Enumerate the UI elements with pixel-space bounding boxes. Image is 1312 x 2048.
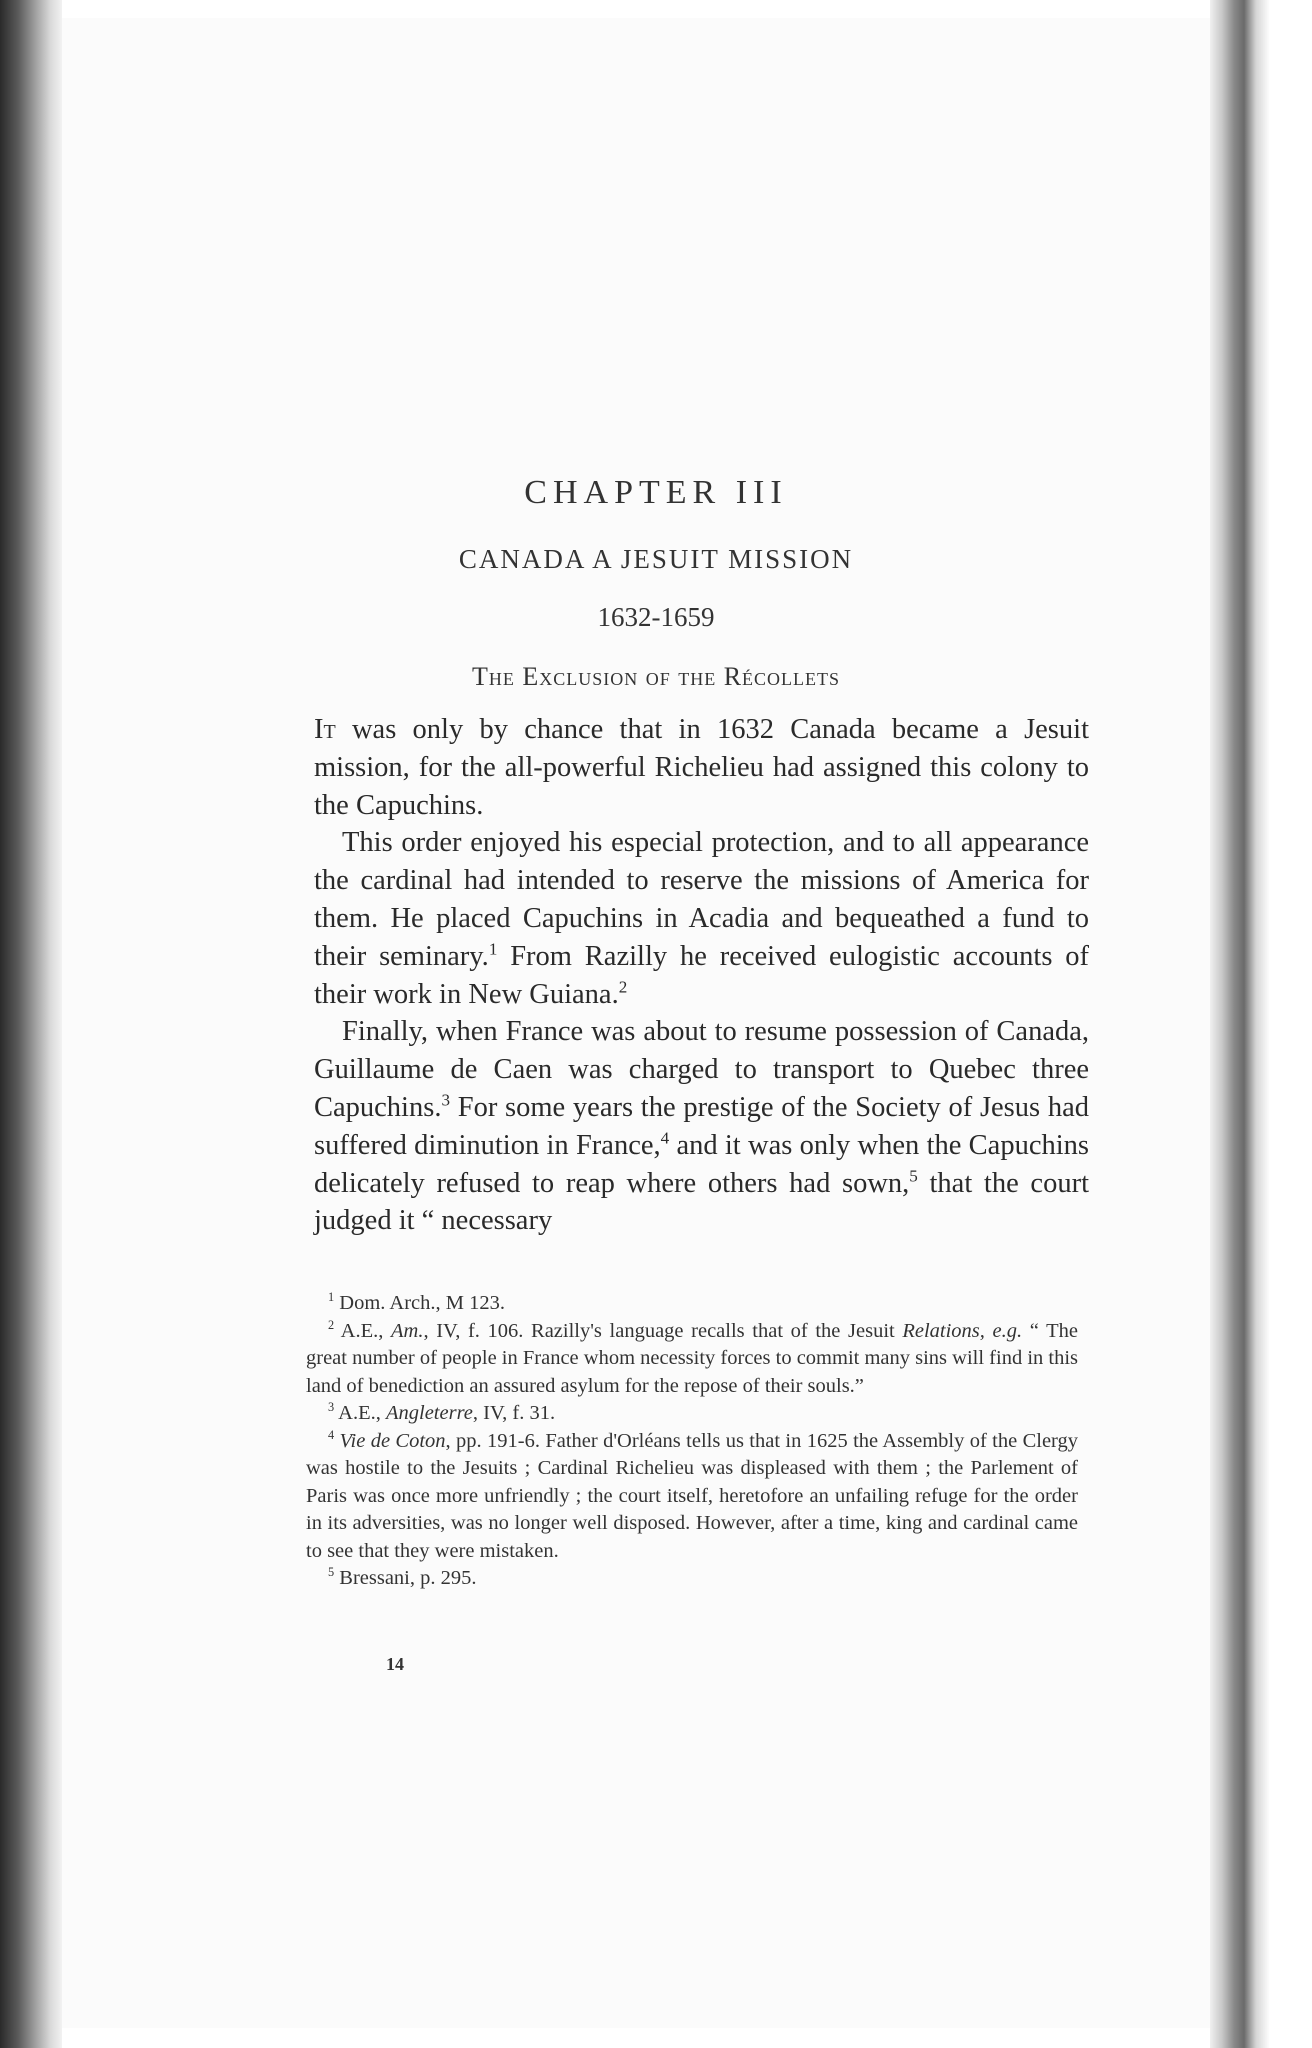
paragraph-text: For some years the prestige of the Society of Jesus had suffered diminution in France, (314, 1091, 1089, 1161)
footnote-number: 1 (328, 1290, 335, 1305)
footnote-3 (306, 1400, 1078, 1428)
paragraph-text: that the court judged it “ necessary (314, 1167, 1089, 1237)
book-page-right-edge (1210, 0, 1312, 2048)
footnote-italic: Vie de Coton (339, 1429, 446, 1452)
footnote-ref[interactable]: 4 (660, 1128, 670, 1148)
footnote-ref[interactable]: 2 (618, 977, 628, 997)
paragraph-text: This order enjoyed his especial protection, and to all appearance the cardinal had intended to reserve the missions of America for them. He placed Capuchins in Acadia and bequeathed a fund to their seminary. (314, 827, 1089, 972)
chapter-title: CANADA A JESUIT MISSION (458, 544, 854, 574)
footnote-ref[interactable]: 1 (488, 939, 498, 959)
footnote-text: Dom. Arch., M 123. (339, 1292, 505, 1314)
footnote-4 (306, 1428, 1078, 1566)
paragraph-text: From Razilly he received eulogistic accounts of their work in New Guiana. (314, 940, 1089, 1010)
paragraph-1 (314, 711, 1089, 824)
footnote-ref[interactable]: 5 (909, 1166, 918, 1186)
paragraph-3 (314, 1013, 1089, 1240)
footnote-text: A.E., (338, 1402, 386, 1424)
footnote-ref[interactable]: 3 (441, 1090, 450, 1110)
page-number: 14 (386, 1654, 404, 1674)
paragraph-text: was only by chance that in 1632 Canada became a Jesuit mission, for the all-powerful Richelieu had assigned this colony to the Capuchins. (314, 714, 1089, 821)
footnote-text: , pp. 191-6. Father d'Orléans tells us that in 1625 the Assembly of the Clergy was hostile to the Jesuits ; Cardinal Richelieu was displeased with them ; the Parlement of Paris was once more unfriendly ; the court itself, heretofore an unfailing refuge for the order in its adversities, was no longer well disposed. However, after a time, king and cardinal came to see that they were mistaken. (306, 1429, 1079, 1562)
chapter-heading: CHAPTER III (524, 474, 788, 511)
footnote-text: “ The great number of people in France whom necessity forces to commit many sins will find in this land of benediction an assured asylum for the repose of their souls.” (306, 1319, 1079, 1397)
section-title: The Exclusion of the Récollets (471, 662, 841, 691)
footnote-1 (306, 1290, 1078, 1318)
body-text (314, 711, 1089, 1240)
paragraph-text: and it was only when the Capuchins delicately refused to reap where others had sown, (314, 1129, 1089, 1199)
footnote-number: 4 (328, 1427, 335, 1442)
footnote-5 (306, 1565, 1078, 1593)
paragraph-text: Finally, when France was about to resume possession of Canada, Guillaume de Caen was charged to transport to Quebec three Capuchins. (314, 1016, 1089, 1123)
footnote-text: , IV, f. 31. (472, 1402, 556, 1424)
footnote-italic: Angleterre (385, 1402, 473, 1424)
footnote-number: 2 (328, 1317, 335, 1332)
footnote-italic: Relations, e.g. (902, 1319, 1023, 1342)
book-spine-left-edge (0, 0, 62, 2048)
footnote-text: , IV, f. 106. Razilly's language recalls that of the Jesuit (423, 1319, 903, 1342)
footnotes (306, 1290, 1078, 1593)
footnote-text: A.E., (340, 1319, 391, 1342)
footnote-number: 3 (328, 1400, 335, 1415)
footnote-number: 5 (328, 1565, 335, 1580)
paragraph-2 (314, 824, 1089, 1013)
paragraph-lead-word: It (314, 714, 336, 745)
chapter-dates: 1632-1659 (597, 602, 715, 632)
footnote-text: Bressani, p. 295. (339, 1567, 477, 1589)
footnote-2 (306, 1318, 1078, 1401)
footnote-italic: Am. (391, 1319, 424, 1342)
